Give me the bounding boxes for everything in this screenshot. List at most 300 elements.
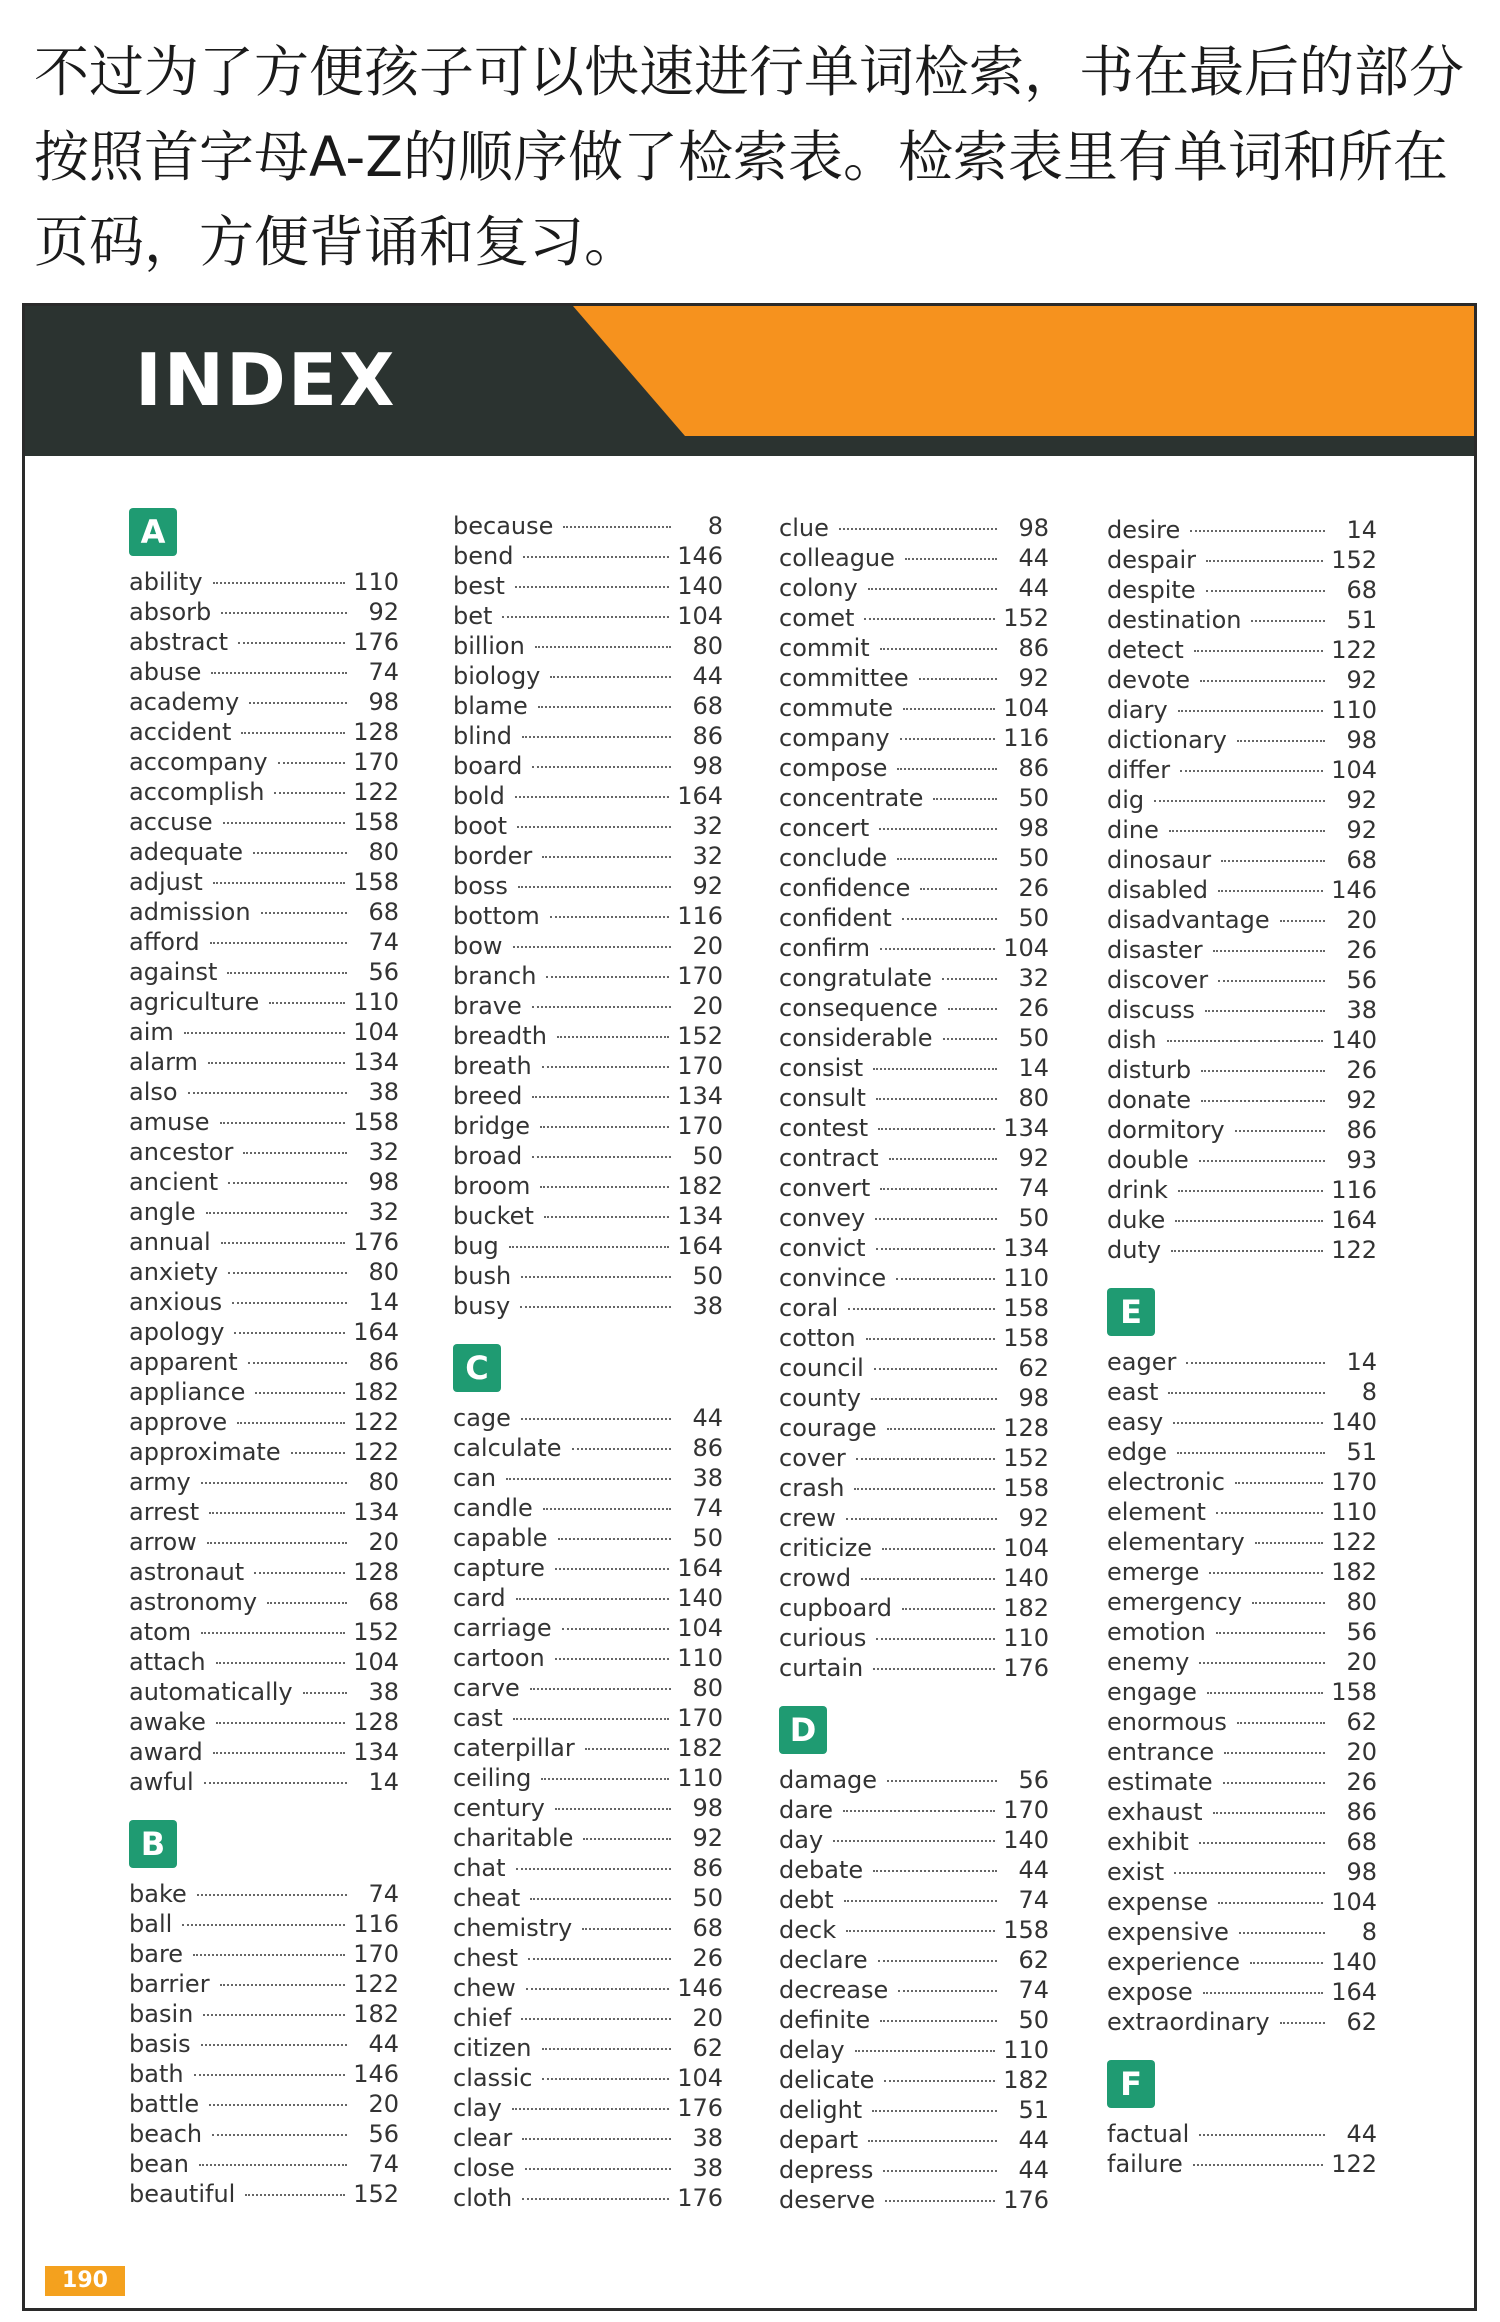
entry-page: 122 [353, 778, 399, 806]
leader-dots [572, 1448, 671, 1450]
index-entry [779, 1084, 1049, 1114]
leader-dots [563, 526, 671, 528]
index-entry [129, 1970, 399, 2000]
leader-dots [1205, 1010, 1325, 1012]
leader-dots [896, 1278, 995, 1280]
entry-page: 32 [692, 842, 723, 870]
entry-word: beautiful [129, 2180, 236, 2208]
entry-page: 50 [1018, 784, 1049, 812]
index-entry [129, 748, 399, 778]
leader-dots [540, 1126, 669, 1128]
entry-page: 50 [1018, 2006, 1049, 2034]
index-entry [1107, 1858, 1377, 1888]
entry-word: devote [1107, 666, 1191, 694]
entry-page: 158 [1003, 1916, 1049, 1944]
entry-word: disturb [1107, 1056, 1192, 1084]
index-entry [1107, 1558, 1377, 1588]
entry-page: 14 [1346, 516, 1377, 544]
leader-dots [255, 1392, 345, 1394]
entry-page: 92 [1346, 816, 1377, 844]
entry-page: 50 [692, 1142, 723, 1170]
entry-word: exist [1107, 1858, 1165, 1886]
entry-word: astronaut [129, 1558, 245, 1586]
leader-dots [201, 2044, 347, 2046]
entry-word: caterpillar [453, 1734, 575, 1762]
entry-word: cupboard [779, 1594, 892, 1622]
entry-word: aim [129, 1018, 174, 1046]
entry-word: element [1107, 1498, 1206, 1526]
entry-page: 164 [353, 1318, 399, 1346]
index-entry [453, 1824, 723, 1854]
entry-page: 86 [1346, 1798, 1377, 1826]
leader-dots [515, 796, 669, 798]
entry-word: bend [453, 542, 514, 570]
entry-page: 104 [677, 2064, 723, 2092]
index-entry [1107, 1116, 1377, 1146]
index-entry [779, 1144, 1049, 1174]
leader-dots [861, 1578, 995, 1580]
leader-dots [1237, 740, 1325, 742]
entry-page: 92 [1018, 664, 1049, 692]
index-entry [453, 1884, 723, 1914]
leader-dots [213, 582, 346, 584]
entry-page: 128 [1003, 1414, 1049, 1442]
entry-word: attach [129, 1648, 206, 1676]
index-entry [1107, 1618, 1377, 1648]
entry-word: edge [1107, 1438, 1167, 1466]
leader-dots [513, 1718, 669, 1720]
leader-dots [278, 762, 346, 764]
index-entry [779, 1354, 1049, 1384]
entry-page: 80 [692, 632, 723, 660]
leader-dots [942, 978, 997, 980]
leader-dots [887, 1428, 996, 1430]
entry-word: diary [1107, 696, 1168, 724]
entry-word: consequence [779, 994, 938, 1022]
index-entry [779, 904, 1049, 934]
index-entry [1107, 1026, 1377, 1056]
index-entry [1107, 1086, 1377, 1116]
index-entry [1107, 906, 1377, 936]
leader-dots [1221, 860, 1325, 862]
index-entry [1107, 996, 1377, 1026]
entry-page: 20 [692, 932, 723, 960]
entry-page: 140 [1003, 1564, 1049, 1592]
entry-word: despair [1107, 546, 1196, 574]
index-entry [1107, 1648, 1377, 1678]
entry-word: dinosaur [1107, 846, 1212, 874]
index-column [453, 512, 723, 2214]
entry-word: delicate [779, 2066, 875, 2094]
leader-dots [902, 918, 997, 920]
entry-word: abuse [129, 658, 202, 686]
entry-page: 62 [1346, 1708, 1377, 1736]
index-entry [779, 724, 1049, 754]
entry-word: adequate [129, 838, 244, 866]
entry-page: 38 [368, 1678, 399, 1706]
entry-page: 32 [368, 1138, 399, 1166]
leader-dots [873, 1668, 995, 1670]
entry-word: drink [1107, 1176, 1168, 1204]
index-entry [453, 2184, 723, 2214]
index-entry [1107, 1708, 1377, 1738]
entry-page: 176 [677, 2184, 723, 2212]
leader-dots [1193, 2164, 1323, 2166]
index-entry [129, 1018, 399, 1048]
index-entry [129, 1288, 399, 1318]
index-entry [453, 2124, 723, 2154]
leader-dots [880, 648, 997, 650]
entry-word: anxious [129, 1288, 223, 1316]
leader-dots [525, 2168, 671, 2170]
leader-dots [1218, 980, 1325, 982]
entry-word: bare [129, 1940, 184, 1968]
entry-word: capture [453, 1554, 545, 1582]
entry-page: 44 [1346, 2120, 1377, 2148]
entry-word: curious [779, 1624, 867, 1652]
entry-page: 140 [1331, 1026, 1377, 1054]
index-entry [779, 2156, 1049, 2186]
page-number: 190 [45, 2266, 125, 2296]
entry-page: 98 [1346, 1858, 1377, 1886]
leader-dots [210, 942, 347, 944]
entry-page: 50 [692, 1524, 723, 1552]
index-entry [129, 1468, 399, 1498]
entry-word: duke [1107, 1206, 1166, 1234]
index-entry [129, 1940, 399, 1970]
index-entry [453, 602, 723, 632]
entry-word: expose [1107, 1978, 1193, 2006]
entry-word: afford [129, 928, 200, 956]
leader-dots [530, 1898, 671, 1900]
index-entry [129, 628, 399, 658]
entry-page: 44 [1018, 2156, 1049, 2184]
leader-dots [1207, 1692, 1323, 1694]
index-entry [453, 1704, 723, 1734]
entry-word: curtain [779, 1654, 864, 1682]
index-entry [779, 1504, 1049, 1534]
entry-word: estimate [1107, 1768, 1213, 1796]
entry-word: approve [129, 1408, 228, 1436]
index-entry [1107, 1588, 1377, 1618]
index-entry [779, 574, 1049, 604]
entry-word: company [779, 724, 890, 752]
index-entry [1107, 1236, 1377, 1266]
entry-word: colleague [779, 544, 895, 572]
entry-page: 50 [1018, 904, 1049, 932]
index-entry [1107, 1378, 1377, 1408]
index-entry [779, 814, 1049, 844]
leader-dots [194, 2074, 346, 2076]
entry-word: carve [453, 1674, 520, 1702]
entry-page: 74 [368, 658, 399, 686]
index-entry [129, 2060, 399, 2090]
entry-page: 164 [1331, 1978, 1377, 2006]
index-entry [129, 1648, 399, 1678]
index-entry [453, 1734, 723, 1764]
entry-page: 140 [1331, 1408, 1377, 1436]
entry-word: dish [1107, 1026, 1157, 1054]
leader-dots [512, 2108, 669, 2110]
entry-page: 182 [353, 1378, 399, 1406]
entry-page: 170 [677, 1052, 723, 1080]
entry-page: 92 [1346, 666, 1377, 694]
leader-dots [1199, 1160, 1325, 1162]
leader-dots [521, 1418, 671, 1420]
leader-dots [868, 588, 997, 590]
leader-dots [1200, 680, 1325, 682]
index-entry [779, 514, 1049, 544]
leader-dots [1190, 530, 1325, 532]
entry-page: 38 [368, 1078, 399, 1106]
section-letter-b: B [129, 1820, 177, 1868]
index-entry [1107, 846, 1377, 876]
entry-page: 74 [1018, 1174, 1049, 1202]
index-entry [779, 2036, 1049, 2066]
entry-page: 104 [1331, 756, 1377, 784]
leader-dots [241, 732, 345, 734]
leader-dots [197, 1894, 347, 1896]
entry-word: broom [453, 1172, 531, 1200]
index-entry [453, 512, 723, 542]
entry-word: beach [129, 2120, 203, 2148]
entry-word: astronomy [129, 1588, 258, 1616]
index-entry [453, 1232, 723, 1262]
entry-word: confirm [779, 934, 871, 962]
index-entry [1107, 2120, 1377, 2150]
leader-dots [1178, 1190, 1323, 1192]
index-entry [779, 2006, 1049, 2036]
index-entry [129, 1258, 399, 1288]
leader-dots [1167, 1040, 1324, 1042]
leader-dots [193, 1954, 345, 1956]
entry-page: 164 [677, 782, 723, 810]
leader-dots [517, 826, 671, 828]
leader-dots [532, 1156, 671, 1158]
entry-page: 50 [692, 1262, 723, 1290]
entry-word: confident [779, 904, 892, 932]
entry-page: 44 [1018, 544, 1049, 572]
entry-word: convert [779, 1174, 871, 1202]
leader-dots [550, 916, 669, 918]
leader-dots [1173, 1422, 1323, 1424]
leader-dots [905, 558, 997, 560]
entry-page: 44 [368, 2030, 399, 2058]
entry-word: ability [129, 568, 203, 596]
leader-dots [1213, 1812, 1325, 1814]
entry-word: depart [779, 2126, 859, 2154]
leader-dots [1199, 1842, 1325, 1844]
leader-dots [522, 2138, 671, 2140]
leader-dots [212, 2134, 347, 2136]
entry-word: definite [779, 2006, 871, 2034]
index-entry [453, 1292, 723, 1322]
entry-page: 74 [692, 1494, 723, 1522]
index-entry [129, 1228, 399, 1258]
leader-dots [1201, 1070, 1325, 1072]
entry-page: 8 [707, 512, 723, 540]
entry-page: 122 [353, 1408, 399, 1436]
entry-word: battle [129, 2090, 200, 2118]
leader-dots [209, 1512, 345, 1514]
leader-dots [238, 642, 345, 644]
index-entry [129, 658, 399, 688]
entry-word: busy [453, 1292, 511, 1320]
index-entry [779, 2066, 1049, 2096]
entry-word: double [1107, 1146, 1189, 1174]
leader-dots [1199, 1662, 1325, 1664]
leader-dots [557, 1036, 669, 1038]
entry-page: 74 [368, 2150, 399, 2178]
leader-dots [873, 1870, 997, 1872]
leader-dots [543, 1508, 671, 1510]
entry-page: 44 [1018, 2126, 1049, 2154]
index-entry [1107, 816, 1377, 846]
index-entry [129, 838, 399, 868]
entry-page: 152 [1331, 546, 1377, 574]
index-entry [129, 1198, 399, 1228]
leader-dots [243, 1152, 347, 1154]
entry-word: blame [453, 692, 528, 720]
index-entry [129, 1378, 399, 1408]
index-entry [129, 1558, 399, 1588]
entry-word: contest [779, 1114, 869, 1142]
leader-dots [1216, 1632, 1325, 1634]
leader-dots [856, 1458, 995, 1460]
leader-dots [1252, 1602, 1325, 1604]
leader-dots [1194, 650, 1323, 652]
index-entry [453, 1584, 723, 1614]
index-entry [779, 1594, 1049, 1624]
leader-dots [526, 1988, 669, 1990]
entry-word: arrest [129, 1498, 200, 1526]
entry-page: 170 [353, 748, 399, 776]
entry-page: 38 [692, 1464, 723, 1492]
leader-dots [582, 1928, 671, 1930]
entry-word: considerable [779, 1024, 933, 1052]
entry-word: consist [779, 1054, 864, 1082]
entry-word: debt [779, 1886, 834, 1914]
entry-page: 80 [692, 1674, 723, 1702]
entry-word: annual [129, 1228, 211, 1256]
leader-dots [848, 1308, 995, 1310]
leader-dots [1209, 1572, 1323, 1574]
entry-word: concert [779, 814, 870, 842]
leader-dots [846, 1518, 997, 1520]
entry-page: 104 [677, 602, 723, 630]
index-entry [453, 752, 723, 782]
index-entry [129, 598, 399, 628]
entry-page: 128 [353, 1708, 399, 1736]
entry-word: citizen [453, 2034, 532, 2062]
entry-page: 86 [1018, 634, 1049, 662]
entry-word: experience [1107, 1948, 1241, 1976]
entry-word: accompany [129, 748, 268, 776]
leader-dots [213, 1752, 345, 1754]
leader-dots [234, 1332, 345, 1334]
entry-page: 134 [677, 1202, 723, 1230]
leader-dots [532, 1006, 671, 1008]
entry-page: 104 [1331, 1888, 1377, 1916]
entry-page: 182 [677, 1734, 723, 1762]
leader-dots [207, 1542, 347, 1544]
leader-dots [854, 1488, 995, 1490]
index-entry [453, 2094, 723, 2124]
entry-page: 104 [677, 1614, 723, 1642]
index-entry [1107, 636, 1377, 666]
leader-dots [228, 1182, 347, 1184]
index-entry [1107, 966, 1377, 996]
leader-dots [555, 1658, 669, 1660]
entry-word: blind [453, 722, 513, 750]
entry-page: 116 [677, 902, 723, 930]
index-entry [453, 692, 723, 722]
entry-page: 68 [692, 1914, 723, 1942]
leader-dots [248, 1362, 347, 1364]
entry-word: extraordinary [1107, 2008, 1270, 2036]
entry-word: duty [1107, 1236, 1162, 1264]
entry-page: 51 [1018, 2096, 1049, 2124]
leader-dots [303, 1692, 347, 1694]
index-entry [129, 2180, 399, 2210]
leader-dots [532, 766, 671, 768]
index-entry [779, 664, 1049, 694]
index-entry [129, 868, 399, 898]
leader-dots [920, 888, 997, 890]
entry-word: arrow [129, 1528, 197, 1556]
index-entry [779, 1886, 1049, 1916]
index-entry [453, 1554, 723, 1584]
entry-page: 32 [1018, 964, 1049, 992]
leader-dots [550, 676, 671, 678]
index-entry [1107, 1146, 1377, 1176]
entry-page: 86 [1018, 754, 1049, 782]
index-column [129, 508, 399, 2210]
index-entry [453, 1794, 723, 1824]
leader-dots [227, 972, 347, 974]
leader-dots [220, 1122, 346, 1124]
leader-dots [220, 1984, 346, 1986]
entry-page: 134 [353, 1738, 399, 1766]
leader-dots [237, 1422, 345, 1424]
index-entry [453, 1914, 723, 1944]
leader-dots [919, 678, 997, 680]
index-entry [1107, 1738, 1377, 1768]
leader-dots [933, 798, 997, 800]
index-entry [453, 1112, 723, 1142]
entry-word: criticize [779, 1534, 873, 1562]
entry-page: 74 [1018, 1886, 1049, 1914]
index-entry [453, 1172, 723, 1202]
entry-page: 134 [353, 1498, 399, 1526]
index-entry [779, 1294, 1049, 1324]
entry-word: ceiling [453, 1764, 532, 1792]
leader-dots [948, 1008, 997, 1010]
index-entry [1107, 1918, 1377, 1948]
index-entry [453, 572, 723, 602]
entry-word: chew [453, 1974, 516, 2002]
entry-page: 170 [1331, 1468, 1377, 1496]
entry-page: 51 [1346, 606, 1377, 634]
entry-page: 152 [1003, 604, 1049, 632]
entry-page: 98 [1346, 726, 1377, 754]
entry-word: engage [1107, 1678, 1197, 1706]
entry-word: crash [779, 1474, 845, 1502]
entry-word: dormitory [1107, 1116, 1225, 1144]
entry-word: council [779, 1354, 864, 1382]
index-entry [779, 994, 1049, 1024]
entry-word: expense [1107, 1888, 1209, 1916]
